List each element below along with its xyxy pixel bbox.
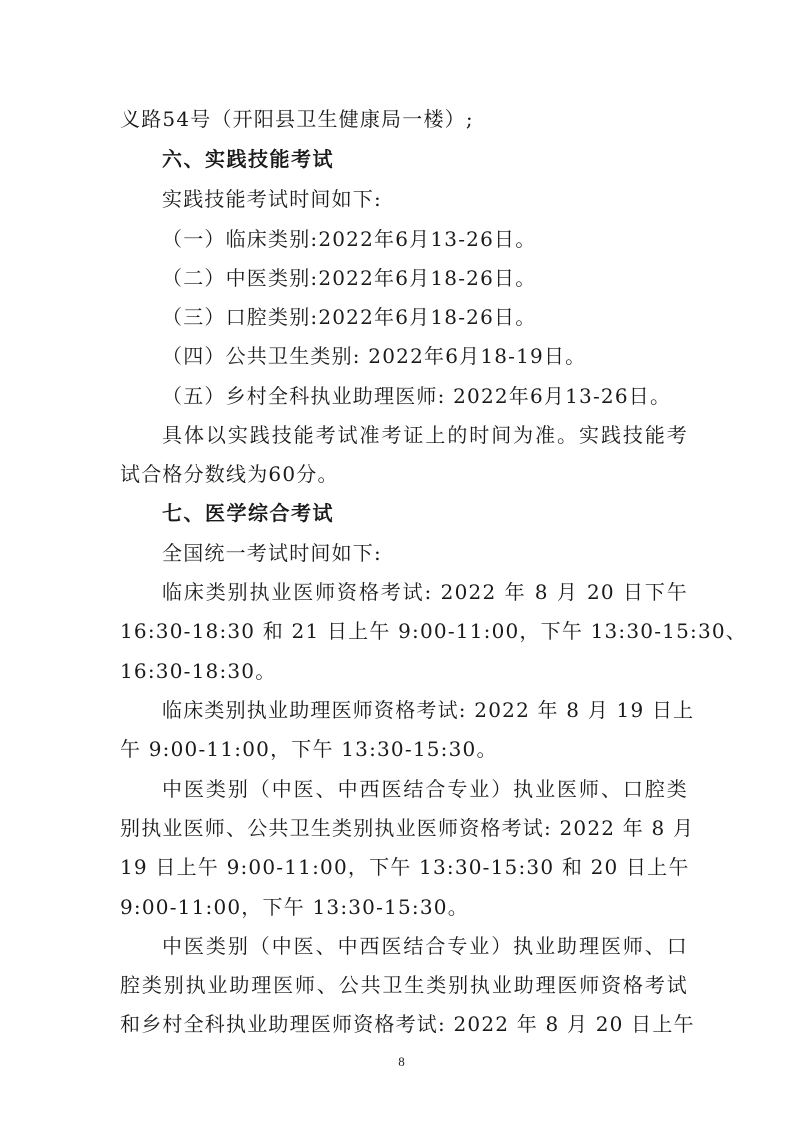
text-line: 16:30-18:30 和 21 日上午 9:00-11:00，下午 13:30-15:30、 — [120, 619, 748, 643]
text-line: 试合格分数线为60分。 — [120, 462, 339, 486]
list-item: （四）公共卫生类别: 2022年6月18-19日。 — [162, 344, 587, 368]
text-line: 中医类别（中医、中西医结合专业）执业助理医师、口 — [162, 934, 688, 958]
text-line: 义路54号（开阳县卫生健康局一楼）; — [120, 107, 474, 131]
text-line: 全国统一考试时间如下: — [162, 541, 382, 565]
list-item: （一）临床类别:2022年6月13-26日。 — [162, 227, 537, 251]
text-line: 腔类别执业助理医师、公共卫生类别执业助理医师资格考试 — [120, 973, 688, 997]
section-heading-practical-exam: 六、实践技能考试 — [162, 147, 334, 171]
text-line: 和乡村全科执业助理医师资格考试: 2022 年 8 月 20 日上午 — [120, 1012, 695, 1036]
section-heading-comprehensive-exam: 七、医学综合考试 — [162, 501, 334, 525]
text-line: 午 9:00-11:00，下午 13:30-15:30。 — [120, 737, 498, 761]
text-line: 实践技能考试时间如下: — [162, 187, 382, 211]
text-line: 临床类别执业医师资格考试: 2022 年 8 月 20 日下午 — [162, 580, 688, 604]
page-number: 8 — [398, 1054, 405, 1069]
list-item: （三）口腔类别:2022年6月18-26日。 — [162, 305, 537, 329]
text-line: 16:30-18:30。 — [120, 659, 277, 683]
list-item: （五）乡村全科执业助理医师: 2022年6月13-26日。 — [162, 384, 672, 408]
text-line: 19 日上午 9:00-11:00，下午 13:30-15:30 和 20 日上午 — [120, 855, 690, 879]
text-line: 中医类别（中医、中西医结合专业）执业医师、口腔类 — [162, 777, 688, 801]
list-item: （二）中医类别:2022年6月18-26日。 — [162, 266, 537, 290]
text-line: 临床类别执业助理医师资格考试: 2022 年 8 月 19 日上 — [162, 698, 695, 722]
text-line: 具体以实践技能考试准考证上的时间为准。实践技能考 — [162, 423, 688, 447]
text-line: 别执业医师、公共卫生类别执业医师资格考试: 2022 年 8 月 — [120, 816, 695, 840]
text-line: 9:00-11:00，下午 13:30-15:30。 — [120, 895, 469, 919]
